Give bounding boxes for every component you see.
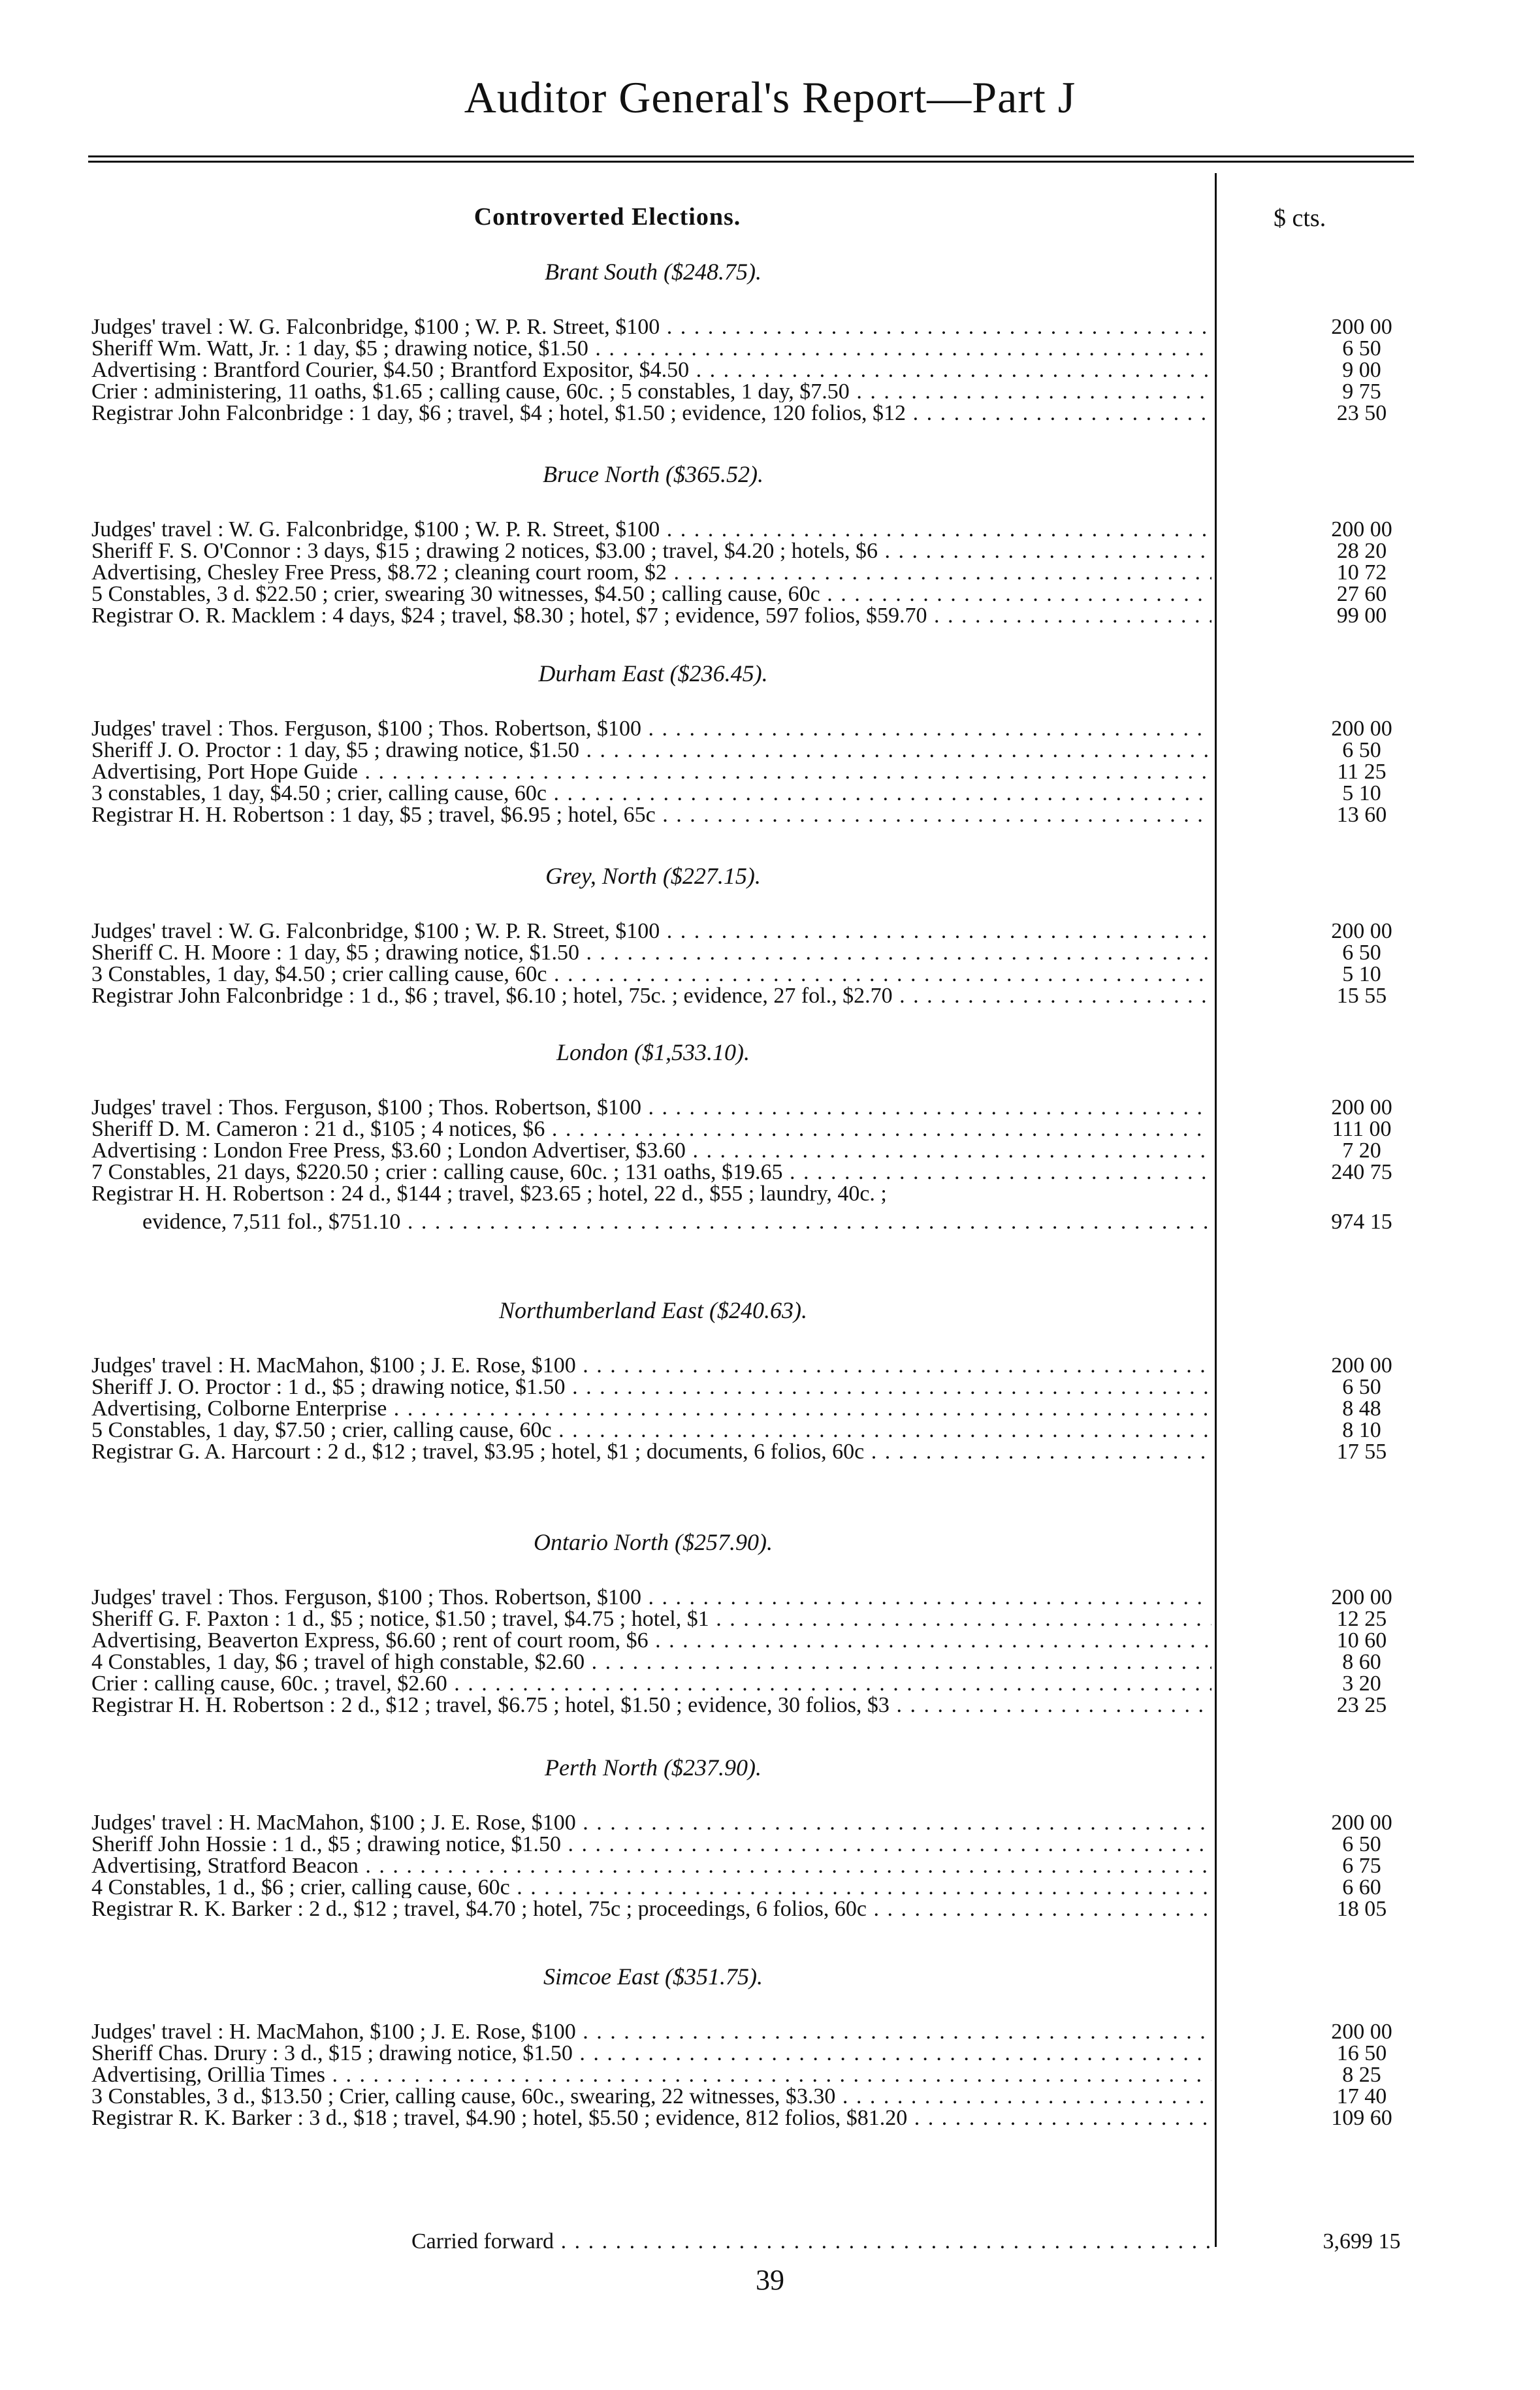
section-london: [91, 1035, 1430, 1233]
table-row: Sheriff F. S. O'Connor : 3 days, $15 ; drawing 2 notices, $3.00 ; travel, $4.20 ; hotels, $6 . . . 28 20: [91, 540, 1430, 562]
table-row: Registrar H. H. Robertson : 24 d., $144 ; travel, $23.65 ; hotel, 22 d., $55 ; laundry, 40c. ;: [91, 1183, 887, 1204]
section-grey-north: [91, 859, 1430, 1007]
table-row: Registrar O. R. Macklem : 4 days, $24 ; travel, $8.30 ; hotel, $7 ; evidence, 597 folios, $59.70 . . . 99 00: [91, 605, 1430, 626]
table-row: Advertising : London Free Press, $3.60 ; London Advertiser, $3.60 . . . 7 20: [91, 1140, 1430, 1161]
section-title: Northumberland East ($240.63).: [499, 1297, 807, 1323]
table-row: Sheriff G. F. Paxton : 1 d., $5 ; notice, $1.50 ; travel, $4.75 ; hotel, $1 . . . 12 25: [91, 1608, 1430, 1630]
table-row: Sheriff J. O. Proctor : 1 d., $5 ; drawing notice, $1.50 . . . 6 50: [91, 1376, 1430, 1398]
section-title: Perth North ($237.90).: [545, 1754, 762, 1781]
table-row: Advertising, Beaverton Express, $6.60 ; rent of court room, $6 . . . 10 60: [91, 1630, 1430, 1651]
carried-forward-label: Carried forward . . .: [411, 2231, 1211, 2252]
section-brant-south: [91, 255, 1430, 424]
table-row: Sheriff Chas. Drury : 3 d., $15 ; drawing notice, $1.50 . . . 16 50: [91, 2043, 1430, 2064]
section-northumberland-east: [91, 1293, 1430, 1462]
table-row: 3 constables, 1 day, $4.50 ; crier, calling cause, 60c . . . 5 10: [91, 783, 1430, 804]
section-simcoe-east: [91, 1960, 1430, 2129]
section-bruce-north: [91, 457, 1430, 626]
section-title: Durham East ($236.45).: [538, 660, 768, 686]
carried-forward-row: [91, 2231, 1430, 2252]
section-perth-north: [91, 1751, 1430, 1920]
table-row: Judges' travel : W. G. Falconbridge, $100 ; W. P. R. Street, $100 . . . 200 00: [91, 920, 1430, 942]
table-row: 4 Constables, 1 day, $6 ; travel of high constable, $2.60 . . . 8 60: [91, 1651, 1430, 1673]
section-title: London ($1,533.10).: [556, 1039, 750, 1065]
table-row: 7 Constables, 21 days, $220.50 ; crier : calling cause, 60c. ; 131 oaths, $19.65 . . . 240 75: [91, 1161, 1430, 1183]
section-title: Ontario North ($257.90).: [533, 1529, 773, 1555]
table-row: Sheriff C. H. Moore : 1 day, $5 ; drawing notice, $1.50 . . . 6 50: [91, 942, 1430, 963]
table-row: 5 Constables, 1 day, $7.50 ; crier, calling cause, 60c . . . 8 10: [91, 1419, 1430, 1441]
page-header: Auditor General's Report—Part J: [464, 73, 1076, 122]
table-row: Registrar R. K. Barker : 3 d., $18 ; travel, $4.90 ; hotel, $5.50 ; evidence, 812 folios, $81.20 . . . 109 60: [91, 2107, 1430, 2129]
carried-forward-amount: 3,699 15: [1323, 2229, 1401, 2253]
table-row: Judges' travel : Thos. Ferguson, $100 ; Thos. Robertson, $100 . . . 200 00: [91, 718, 1430, 739]
carried-forward: [91, 2231, 1430, 2252]
table-row: 3 Constables, 3 d., $13.50 ; Crier, calling cause, 60c., swearing, 22 witnesses, $3.30 . . . 17 40: [91, 2086, 1430, 2107]
table-row: 4 Constables, 1 d., $6 ; crier, calling cause, 60c . . . 6 60: [91, 1877, 1430, 1898]
table-row: Registrar John Falconbridge : 1 d., $6 ; travel, $6.10 ; hotel, 75c. ; evidence, 27 fol., $2.70 . . . 15 55: [91, 985, 1430, 1007]
table-row: Registrar G. A. Harcourt : 2 d., $12 ; travel, $3.95 ; hotel, $1 ; documents, 6 folios, 60c . . . 17 55: [91, 1441, 1430, 1462]
table-title: Controverted Elections.: [473, 203, 741, 231]
table-row: Advertising, Stratford Beacon . . . 6 75: [91, 1855, 1430, 1877]
table-row: 5 Constables, 3 d. $22.50 ; crier, swearing 30 witnesses, $4.50 ; calling cause, 60c . . . 27 60: [91, 583, 1430, 605]
money-column-header: $ cts.: [1274, 204, 1326, 232]
section-title: Bruce North ($365.52).: [543, 461, 763, 487]
section-title: Grey, North ($227.15).: [545, 863, 761, 889]
table-row: Sheriff D. M. Cameron : 21 d., $105 ; 4 notices, $6 . . . 111 00: [91, 1118, 1430, 1140]
section-durham-east: [91, 656, 1430, 826]
table-row: Advertising, Orillia Times . . . 8 25: [91, 2064, 1430, 2086]
section-ontario-north: [91, 1525, 1430, 1716]
table-row: Judges' travel : H. MacMahon, $100 ; J. E. Rose, $100 . . . 200 00: [91, 1812, 1430, 1833]
table-row: Advertising, Chesley Free Press, $8.72 ; cleaning court room, $2 . . . 10 72: [91, 562, 1430, 583]
table-row: Advertising, Colborne Enterprise . . . 8 48: [91, 1398, 1430, 1419]
table-row: Advertising, Port Hope Guide . . . 11 25: [91, 761, 1430, 783]
table-row: Judges' travel : W. G. Falconbridge, $100 ; W. P. R. Street, $100 . . . 200 00: [91, 316, 1430, 338]
section-title: Brant South ($248.75).: [545, 259, 762, 285]
table-row: Registrar John Falconbridge : 1 day, $6 ; travel, $4 ; hotel, $1.50 ; evidence, 120 folios, $12 . . . 23 50: [91, 402, 1430, 424]
table-row: 3 Constables, 1 day, $4.50 ; crier calling cause, 60c . . . 5 10: [91, 963, 1430, 985]
table-row: Registrar R. K. Barker : 2 d., $12 ; travel, $4.70 ; hotel, 75c ; proceedings, 6 folios, 60c . . . 18 05: [91, 1898, 1430, 1920]
table-row: Crier : administering, 11 oaths, $1.65 ; calling cause, 60c. ; 5 constables, 1 day, $7.50 . . . 9 75: [91, 381, 1430, 402]
table-row: Sheriff Wm. Watt, Jr. : 1 day, $5 ; drawing notice, $1.50 . . . 6 50: [91, 338, 1430, 359]
table-row: Judges' travel : Thos. Ferguson, $100 ; Thos. Robertson, $100 . . . 200 00: [91, 1587, 1430, 1608]
table-row: Judges' travel : W. G. Falconbridge, $100 ; W. P. R. Street, $100 . . . 200 00: [91, 519, 1430, 540]
table-row: evidence, 7,511 fol., $751.10 . . . 974 15: [91, 1211, 1430, 1233]
table-row: Judges' travel : H. MacMahon, $100 ; J. E. Rose, $100 . . . 200 00: [91, 2021, 1430, 2043]
table-row: Judges' travel : H. MacMahon, $100 ; J. E. Rose, $100 . . . 200 00: [91, 1355, 1430, 1376]
page-number: 39: [756, 2264, 784, 2296]
section-title: Simcoe East ($351.75).: [543, 1963, 763, 1990]
table-row: Sheriff J. O. Proctor : 1 day, $5 ; drawing notice, $1.50 . . . 6 50: [91, 739, 1430, 761]
table-row: Registrar H. H. Robertson : 2 d., $12 ; travel, $6.75 ; hotel, $1.50 ; evidence, 30 folios, $3 . . . 23 25: [91, 1694, 1430, 1716]
table-row: Advertising : Brantford Courier, $4.50 ; Brantford Expositor, $4.50 . . . 9 00: [91, 359, 1430, 381]
table-row: Sheriff John Hossie : 1 d., $5 ; drawing notice, $1.50 . . . 6 50: [91, 1833, 1430, 1855]
table-row: Crier : calling cause, 60c. ; travel, $2.60 . . . 3 20: [91, 1673, 1430, 1694]
table-row: Judges' travel : Thos. Ferguson, $100 ; Thos. Robertson, $100 . . . 200 00: [91, 1097, 1430, 1118]
table-row: Registrar H. H. Robertson : 1 day, $5 ; travel, $6.95 ; hotel, 65c . . . 13 60: [91, 804, 1430, 826]
header-rule: [88, 155, 1414, 163]
